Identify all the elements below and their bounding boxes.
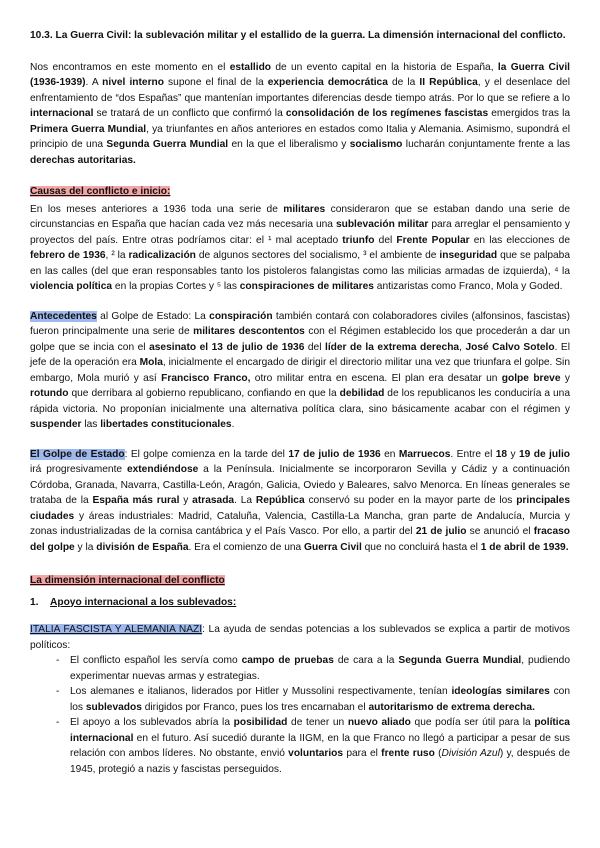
bold-run: principales ciudades [30,495,570,522]
text-run: en las elecciones de [469,234,570,246]
golpe-paragraph [30,447,570,556]
text-run: de un evento capital en la historia de España, [271,61,498,73]
bold-run: socialismo [349,139,403,150]
apoyo-heading-row [30,595,570,611]
bold-run: sublevación militar [335,219,429,230]
bold-run: posibilidad [233,717,288,728]
bold-run: voluntarios [288,748,344,759]
text-run: : El golpe comienza en la tarde del [124,448,289,460]
bold-run: la Guerra Civil (1936-1939) [30,61,570,88]
dimension-heading-line [30,573,570,589]
text-run: Los alemanes e italianos, liderados por Hitler y Mussolini respectivamente, tenían [70,686,452,697]
bold-run: 17 de julio de 1936 [288,448,381,460]
text-run: y la [74,541,97,553]
bold-run: fracaso del golpe [30,526,570,553]
bold-run: Primera Guerra Mundial [30,123,147,135]
bold-run: política internacional [70,717,570,744]
dimension-heading: La dimensión internacional del conflicto [30,575,225,586]
list-item [30,653,570,684]
causas-paragraph [30,202,570,295]
bold-run: Mola [139,357,163,368]
bold-run: atrasada [192,495,235,506]
text-run: también contará con colaboradores civiles (alfonsinos, fascistas) fueron principalmente una serie de [30,310,570,337]
list-item-text [70,717,570,775]
bold-run: derechas autoritarias. [30,154,136,166]
text-run: . [231,419,235,430]
bold-run: ideologías similares [451,686,550,697]
apoyo-heading: Apoyo internacional a los sublevados: [50,596,237,608]
text-run: de algunos sectores del socialismo, ³ el ambiente de [195,250,440,261]
text-run: . La [234,495,256,506]
text-run: , inicialmente el encargado de dirigir el directorio militar una vez que triunfara el golpe. Sin embargo, Mola murió y así [30,357,570,384]
text-run: dirigidos por Franco, pues los tres encarnaban el [141,701,369,713]
text-run: al Golpe de Estado: La [96,310,210,322]
bold-run: nivel interno [102,77,164,88]
text-run: en [380,448,399,460]
apoyo-number: 1. [30,596,39,608]
text-run: se tratará de un conflicto que confirmó la [93,108,286,119]
spacer [30,433,570,447]
spacer [30,555,570,569]
text-run: para el [343,748,382,759]
text-run: que podía ser útil para la [410,717,535,728]
golpe-heading: El Golpe de Estado [30,448,125,460]
bold-run: frente ruso [381,748,435,759]
antecedentes-heading: Antecedentes [30,310,97,322]
document-title: 10.3. La Guerra Civil: la sublevación militar y el estallido de la guerra. La dimensión internacional del conflicto. [30,30,566,41]
list-item [30,684,570,715]
text-run: con el Régimen establecido los que procederán a dar un golpe que se incia con el [30,326,571,353]
text-run: En los meses anteriores a 1936 toda una serie de [30,203,284,215]
italia-text: : La ayuda de sendas potencias a los sublevados se explica a partir de motivos políticos: [30,624,570,651]
text-run: otro militar entra en escena. El plan era desatar un [250,372,502,384]
bold-run: 18 [495,448,508,460]
text-run: antizaristas como Franco, Mola y Goded. [373,281,563,292]
bold-run: asesinato el 13 de julio de 1936 [149,341,305,353]
text-run: que se palpaba en las calles (del que eran responsables tanto los pistoleros falangistas como las milicias armadas de izquierda), ⁴ la [30,250,570,277]
text-run: irá progresivamente [30,464,127,475]
text-run: El apoyo a los sublevados abría la [70,717,234,728]
text-run: , ya triunfantes en años anteriores en estados como Italia y Alemania. Asimismo, supondrá el principio de una [30,123,570,150]
causas-heading-line [30,184,570,200]
text-run: con los [70,686,571,713]
italia-paragraph [30,622,570,653]
bold-run: Marruecos [398,448,451,460]
bold-run: 21 de julio [415,526,467,537]
text-run: se anunció el [466,526,534,537]
text-run: Nos encontramos en este momento en el [30,61,230,73]
bullet-dash: - [56,717,60,728]
text-run: ) y, después de 1945, protegió a nazis y fascistas perseguidos. [70,748,570,775]
bold-run: nuevo aliado [347,717,411,728]
text-run: para arreglar el pensamiento y proyectos del país. Entre otras podríamos citar: el ¹ mal aceptado [30,219,570,246]
text-run: consideraron que se estaban dando una serie de circunstancias en España que hacían cada vez más necesaria una [30,203,570,230]
text-run: . El jefe de la operación era [30,341,570,368]
text-run: , [459,341,466,353]
text-run: ( [434,748,442,759]
bold-run: Francisco Franco, [161,372,251,384]
text-run: en la que el liberalismo y [228,139,350,150]
list-item-text [70,686,570,713]
bold-run: Guerra Civil [304,541,362,553]
text-run: . Era el comienzo de una [188,541,305,553]
text-run: supone el final de la [163,77,268,88]
golpe-text [30,449,570,553]
text-run: , ² la [105,250,129,261]
bold-run: suspender [30,419,82,430]
causas-heading: Causas del conflicto e inicio: [30,186,171,197]
bold-run: libertades constitucionales [100,419,232,430]
bold-run: conspiraciones de militares [239,281,374,292]
text-run: emergidos tras la [488,108,571,119]
bold-run: consolidación de los regímenes fascistas [285,108,489,119]
text-run: . A [85,77,103,88]
antecedentes-text [30,311,570,431]
list-item [30,715,570,777]
bold-run: militares [283,203,326,215]
italic-run: División Azul [441,748,500,759]
bold-run: España más rural [92,495,180,506]
bold-run: II República [419,77,478,88]
text-run: lucharán conjuntamente frente a las [402,139,570,150]
text-run: de los republicanos les conduciría a una rápida victoria. No proponían inicialmente una alternativa política clara, sino básicamente acabar con el régimen y [30,388,570,415]
bold-run: golpe breve [501,372,561,384]
bold-run: radicalización [128,250,196,261]
bullet-dash: - [56,655,60,666]
intro-paragraph [30,60,570,169]
text-run: de tener un [287,717,348,728]
text-run: y [507,448,520,460]
bold-run: debilidad [339,388,385,399]
bold-run: violencia política [30,281,113,292]
text-run: de la [387,77,420,88]
bold-run: Segunda Guerra Mundial [106,139,229,150]
text-run: y [179,495,193,506]
bold-run: República [255,495,305,506]
text-run: conservó su poder en la mayor parte de los [304,495,517,506]
bold-run: Frente Popular [396,234,470,246]
text-run: y [560,372,570,384]
bold-run: 19 de julio [519,448,570,460]
antecedentes-paragraph [30,309,570,433]
bold-run: líder de la extrema derecha [324,341,460,353]
bold-run: autoritarismo de extrema derecha. [368,701,535,713]
bullet-dash: - [56,686,60,697]
text-run: en la propias Cortes y ⁵ las [112,281,240,292]
bold-run: triunfo [342,234,375,246]
bold-run: extendiéndose [126,464,199,475]
text-run: que derribara al gobierno republicano, confiando en que la [68,388,340,399]
text-run: del [374,234,397,246]
spacer [30,295,570,309]
text-run: El conflicto español les servía como [70,655,242,666]
bold-run: división de España [96,541,189,553]
bold-run: inseguridad [439,250,498,261]
text-run: y áreas industriales: Madrid, Cataluña, Valencia, Castilla-La Mancha, gran parte de Andalucía, Murcia y zonas industrializadas de la cornisa cantábrica y el País Vasco. Por ello, a partir del [30,510,570,537]
bold-run: campo de pruebas [241,655,334,666]
bold-run: José Calvo Sotelo [465,341,555,353]
bold-run: experiencia democrática [267,77,388,88]
bold-run: conspiración [209,310,273,322]
bold-run: febrero de 1936 [30,250,106,261]
text-run: del [304,341,325,353]
bold-run: estallido [229,61,272,73]
text-run: a la Península. Inicialmente se incorporaron Sevilla y Cádiz y a continuación Córdoba, Granada, Navarra, Castilla-León, Aragón, Galicia, Oviedo y Baleares, salvo Menorca. En líneas generales se trataba de la [30,464,570,506]
bold-run: sublevados [85,701,142,713]
italia-heading: ITALIA FASCISTA Y ALEMANIA NAZI [30,624,203,635]
text-run: de cara a la [333,655,399,666]
motives-list [30,653,570,777]
text-run: . Entre el [450,448,496,460]
list-item-text [70,655,570,682]
bold-run: internacional [30,108,94,119]
bold-run: 1 de abril de 1939. [480,541,569,553]
text-run: , pudiendo experimentar nuevas armas y estrategias. [70,655,570,682]
bold-run: rotundo [30,388,69,399]
bold-run: Segunda Guerra Mundial [398,655,522,666]
text-run: , y el desenlace del enfrentamiento de “dos Españas” que mantenían importantes diferencias desde tiempo atrás. Por lo que se refiere a lo [30,77,570,104]
bold-run: militares descontentos [193,326,305,337]
text-run: en el futuro. Así sucedió durante la IIGM, en la que Franco no llegó a participar a pesar de sus relación con ambos líderes. No obstante, envió [70,732,570,759]
text-run: que no concluirá hasta el [361,541,481,553]
text-run: las [81,419,101,430]
